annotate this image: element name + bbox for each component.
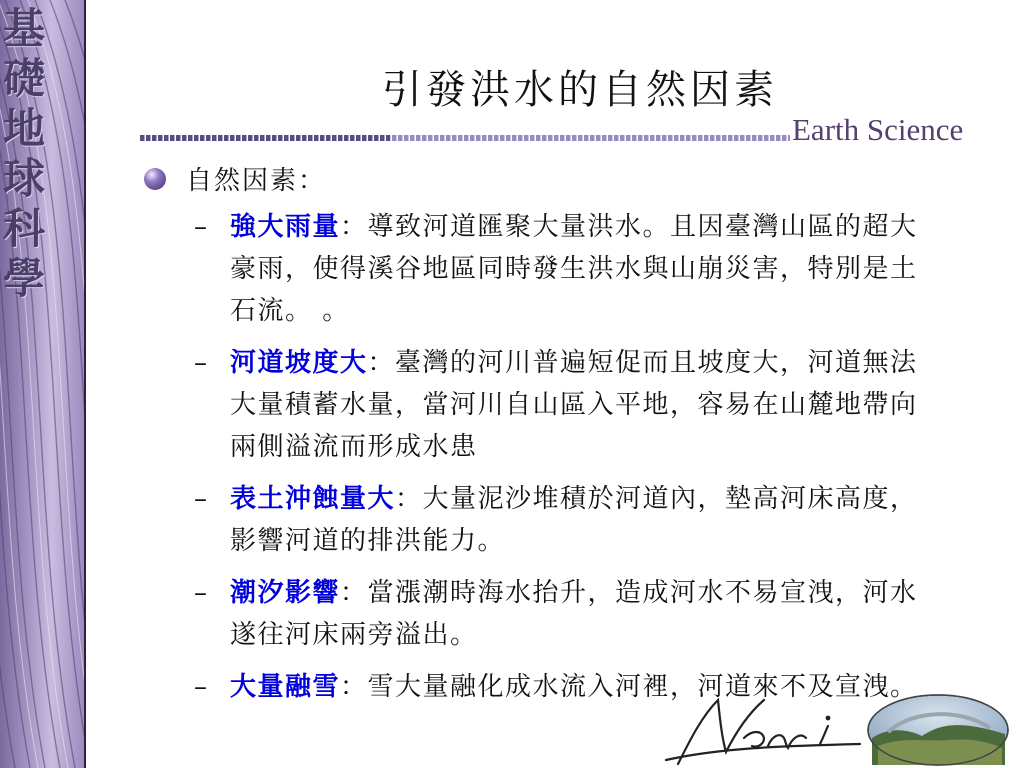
brand-label: Earth Science [792,112,964,147]
page-title: 引發洪水的自然因素 [382,67,778,113]
item-text: ：臺灣的河川普遍短促而且坡度大，河道無法大量積蓄水量，當河川自山區入平地，容易在山麓地帶向兩側溢流而形成水患 [230,348,918,462]
vani-logo [660,690,1024,768]
item-keyword: 潮汐影響 [230,578,341,608]
sub-bullet-list [194,206,954,718]
dash-icon: – [194,212,207,242]
dash-icon: – [194,348,207,378]
sidebar-edge [84,0,86,768]
sidebar-decoration [0,0,86,768]
dash-icon: – [194,672,207,702]
list-item [194,478,954,562]
item-text: ：導致河道匯聚大量洪水。且因臺灣山區的超大豪雨，使得溪谷地區同時發生洪水與山崩災害，特別是土石流。 。 [230,212,918,326]
dash-icon: – [194,484,207,514]
dash-icon: – [194,578,207,608]
item-keyword: 表土沖蝕量大 [230,484,396,514]
item-keyword: 強大雨量 [230,212,341,242]
main-bullet [144,160,326,197]
item-keyword: 大量融雪 [230,672,341,702]
list-item [194,206,954,332]
list-item [194,572,954,656]
item-text: ：當漲潮時海水抬升，造成河水不易宣洩，河水遂往河床兩旁溢出。 [230,578,918,650]
bullet-sphere-icon [144,168,166,190]
list-item [194,342,954,468]
item-text: ：雪大量融化成水流入河裡，河道來不及宣洩。 [340,672,918,702]
main-bullet-text: 自然因素： [186,166,327,196]
item-keyword: 河道坡度大 [230,348,368,378]
item-text: ：大量泥沙堆積於河道內，墊高河床高度，影響河道的排洪能力。 [230,484,918,556]
title-divider [140,134,790,142]
sidebar-title: 基 礎 地 球 科 學 [2,4,45,303]
